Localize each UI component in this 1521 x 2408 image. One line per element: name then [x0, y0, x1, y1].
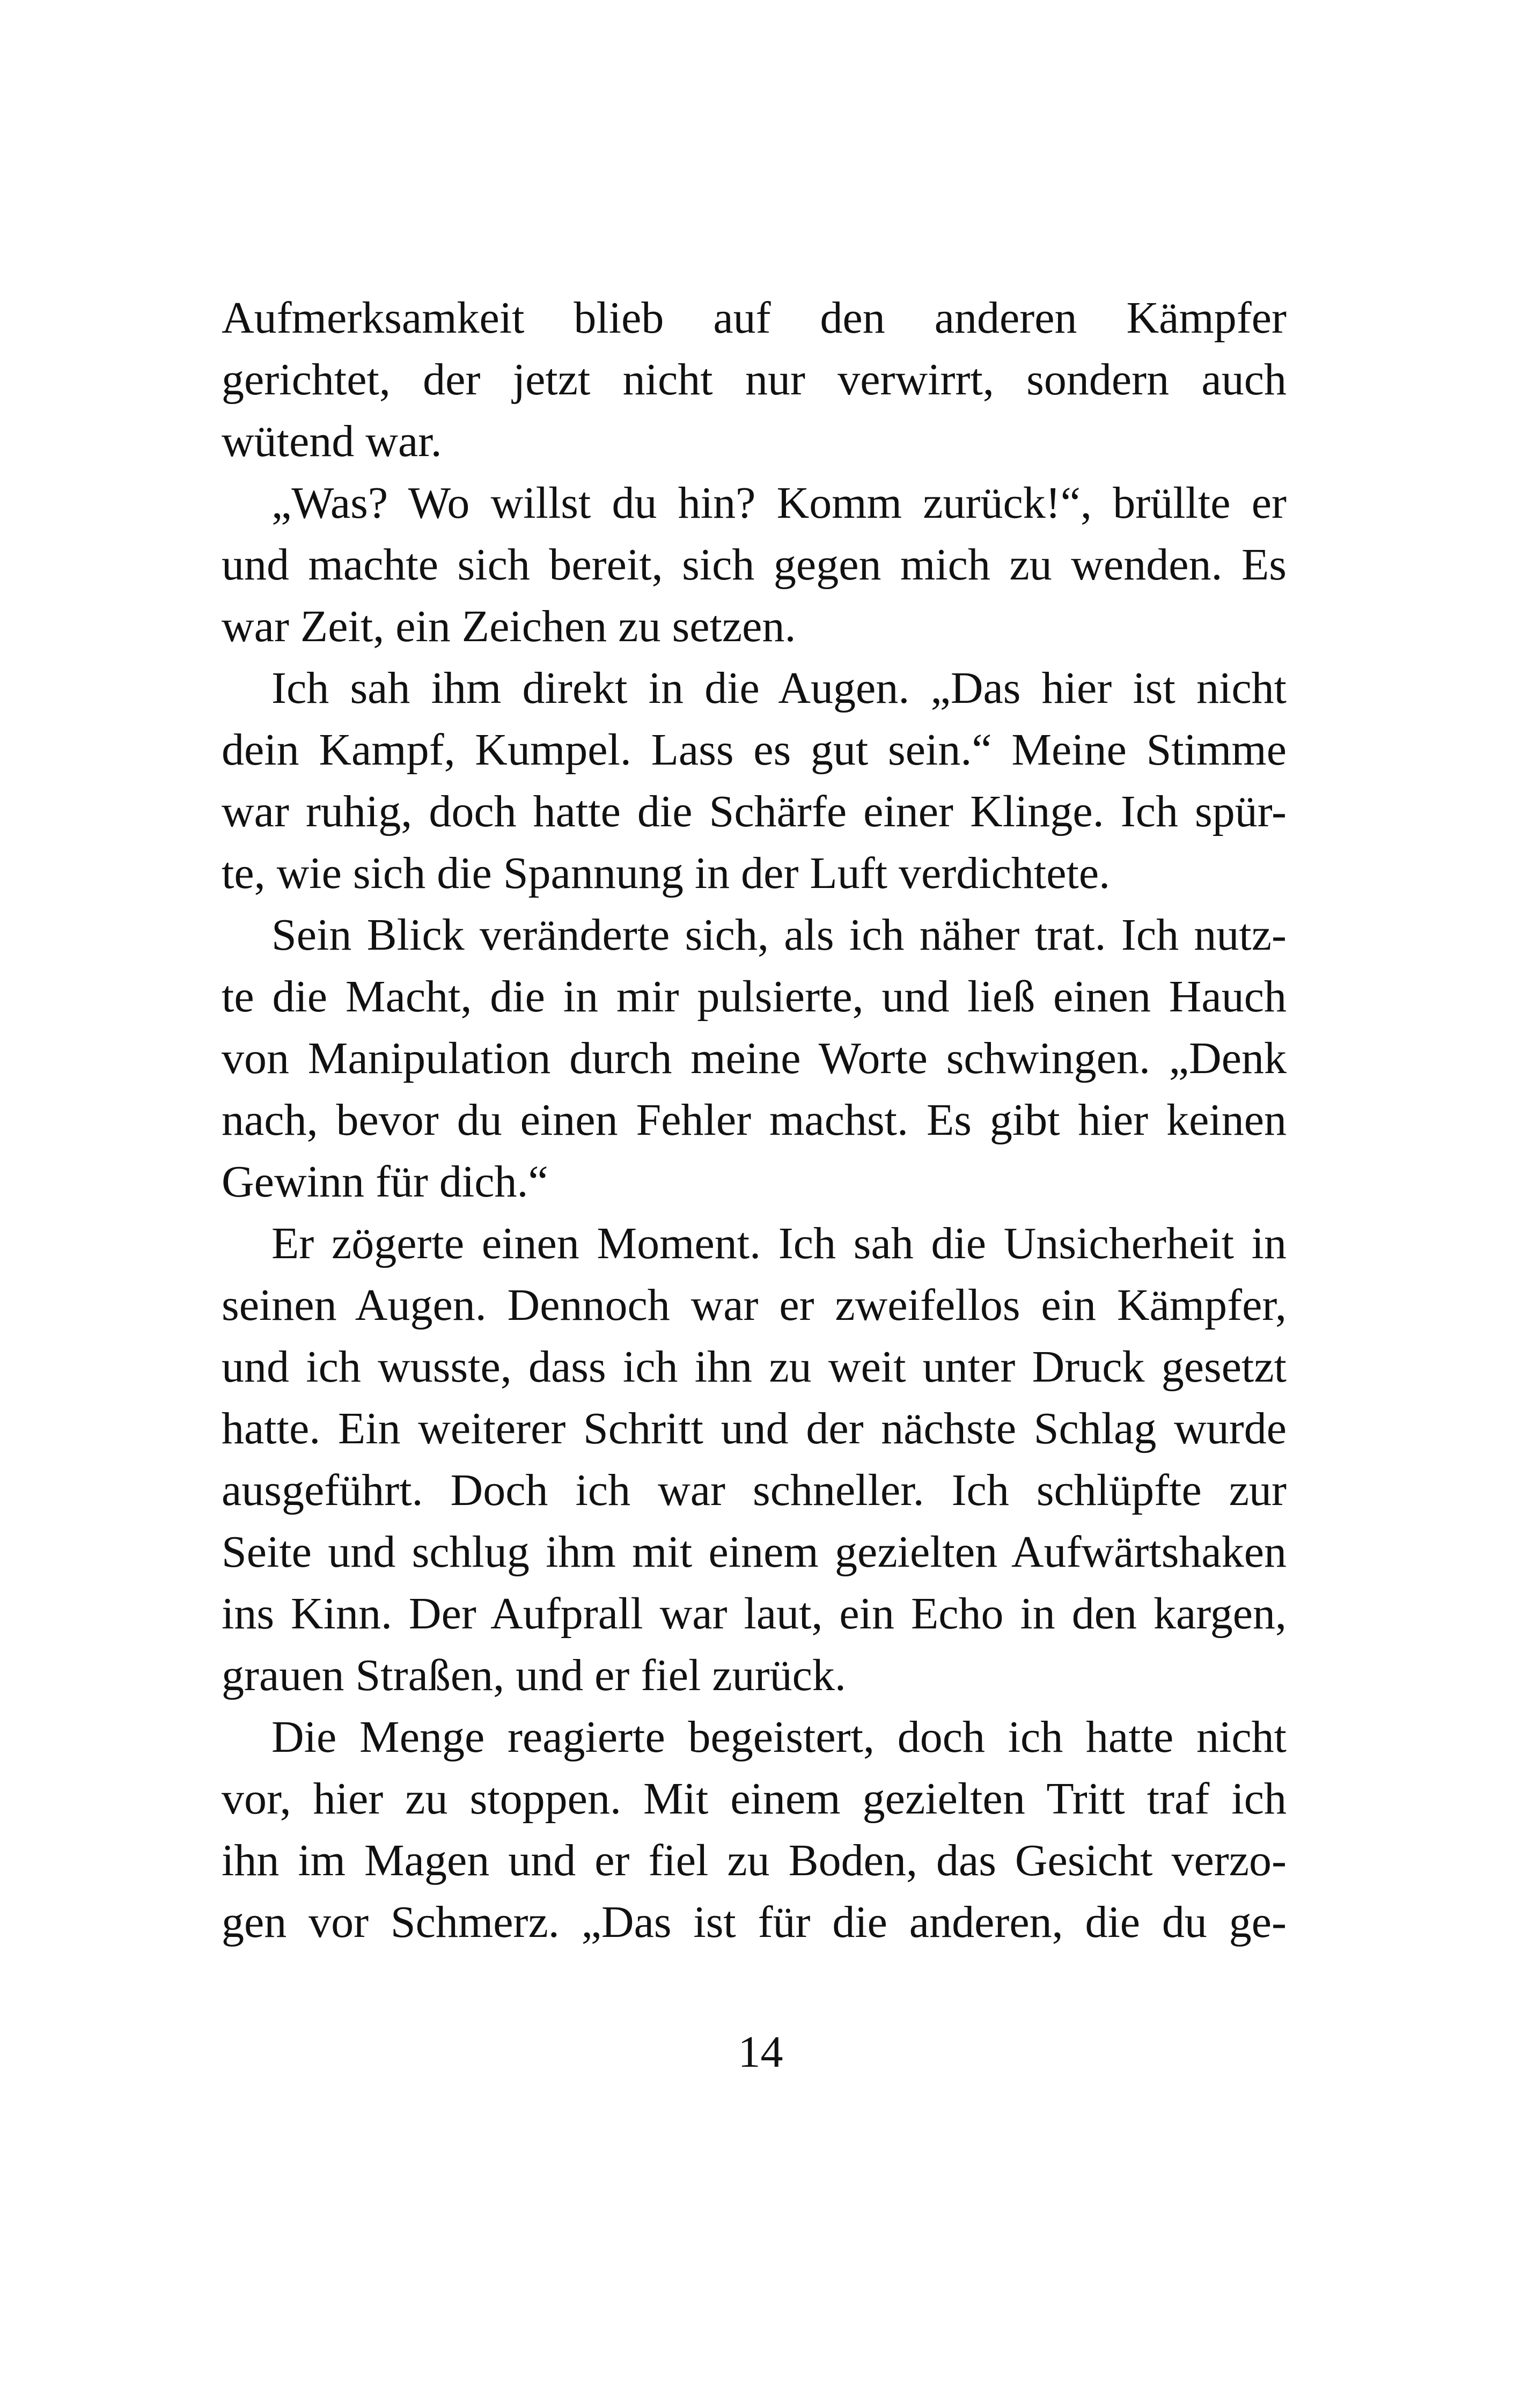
text-line: war Zeit, ein Zeichen zu setzen. — [222, 601, 796, 651]
text-line: vor, hier zu stoppen. Mit einem gezielten Tritt traf ich — [222, 1774, 1287, 1824]
text-line: hatte. Ein weiterer Schritt und der nächste Schlag wurde — [222, 1404, 1287, 1453]
text-line: wütend war. — [222, 416, 442, 466]
text-line: grauen Straßen, und er fiel zurück. — [222, 1650, 846, 1700]
text-line: war ruhig, doch hatte die Schärfe einer Klinge. Ich spür- — [222, 787, 1287, 836]
text-line: „Was? Wo willst du hin? Komm zurück!“, brüllte er — [271, 478, 1287, 528]
text-line: te die Macht, die in mir pulsierte, und ließ einen Hauch — [222, 972, 1287, 1022]
text-line: Gewinn für dich.“ — [222, 1157, 548, 1207]
text-line: gen vor Schmerz. „Das ist für die anderen, die du ge- — [222, 1897, 1287, 1947]
text-line: Sein Blick veränderte sich, als ich näher trat. Ich nutz- — [271, 910, 1287, 960]
text-line: nach, bevor du einen Fehler machst. Es gibt hier keinen — [222, 1095, 1287, 1145]
text-line: te, wie sich die Spannung in der Luft verdichtete. — [222, 848, 1111, 898]
text-line: dein Kampf, Kumpel. Lass es gut sein.“ Meine Stimme — [222, 725, 1287, 775]
text-line: Ich sah ihm direkt in die Augen. „Das hier ist nicht — [271, 663, 1287, 713]
text-line: ihn im Magen und er fiel zu Boden, das Gesicht verzo- — [222, 1836, 1287, 1885]
text-line: und ich wusste, dass ich ihn zu weit unter Druck gesetzt — [222, 1342, 1287, 1392]
text-line: und machte sich bereit, sich gegen mich zu wenden. Es — [222, 540, 1287, 590]
text-line: Aufmerksamkeit blieb auf den anderen Kämpfer — [222, 293, 1287, 343]
text-line: Seite und schlug ihm mit einem gezielten Aufwärtshaken — [222, 1527, 1287, 1577]
body-text — [222, 287, 1287, 1953]
text-line: Er zögerte einen Moment. Ich sah die Unsicherheit in — [271, 1218, 1287, 1268]
text-line: ins Kinn. Der Aufprall war laut, ein Echo in den kargen, — [222, 1589, 1287, 1639]
text-line: Die Menge reagierte begeistert, doch ich hatte nicht — [271, 1712, 1287, 1762]
text-line: gerichtet, der jetzt nicht nur verwirrt, sondern auch — [222, 355, 1287, 405]
text-line: seinen Augen. Dennoch war er zweifellos ein Kämpfer, — [222, 1280, 1287, 1330]
page-number: 14 — [738, 2027, 783, 2077]
text-line: ausgeführt. Doch ich war schneller. Ich schlüpfte zur — [222, 1465, 1287, 1515]
text-line: von Manipulation durch meine Worte schwingen. „Denk — [222, 1033, 1287, 1083]
